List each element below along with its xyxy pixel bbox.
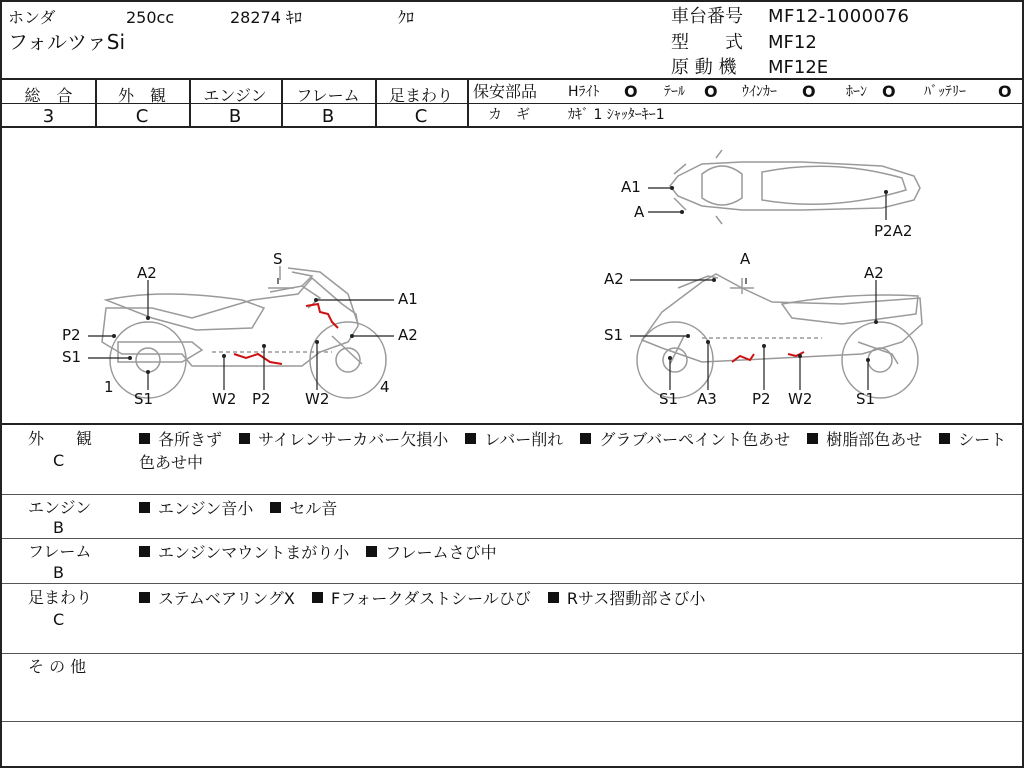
diagram-label: A3 [697,390,717,408]
remark-item: 樹脂部色あせ [807,430,922,449]
diagram-label: S1 [604,326,624,344]
winker-status: O [802,82,816,101]
suspension-grade: C [414,106,428,127]
diagram-label: P2 [752,390,771,408]
diagram-label: A1 [621,178,641,196]
remark-item: ステムベアリングX [139,589,295,608]
overall-label: 総 合 [24,86,73,105]
diagram-label: A [740,250,751,268]
leader-dots [112,186,888,374]
type-label: 型 式 [671,32,743,53]
frame-no-label: 車台番号 [671,6,743,27]
remarks-other-label: そ の 他 [28,657,87,676]
diagram-label: A2 [398,326,418,344]
frame-grade-label: フレーム [296,86,360,105]
battery-label: ﾊﾞｯﾃﾘｰ [924,84,966,100]
remark-item: エンジン音小 [139,499,253,518]
diagram-label: W2 [788,390,813,408]
engine-label: 原 動 機 [671,57,737,78]
damage-diagram [2,128,1022,425]
headlight-label: Hﾗｲﾄ [568,84,600,100]
engine-value: MF12E [768,57,829,78]
winker-label: ｳｲﾝｶｰ [742,84,777,100]
remark-item: 各所きず [139,430,222,449]
mileage: 28274 ｷﾛ [230,8,302,27]
remark-item: グラブバーペイント色あせ [580,430,790,449]
remark-item: シート色あせ中 [139,430,1007,472]
remarks-engine-items [139,497,1019,520]
remarks-suspension-grade: C [53,610,65,629]
remarks-suspension [2,584,1022,654]
exterior-label: 外 観 [117,86,166,105]
remark-item: Rサス摺動部さび小 [548,589,705,608]
diagram-label: P2 [252,390,271,408]
horn-status: O [882,82,896,101]
col-divider [467,80,469,126]
leader-lines [88,188,886,390]
header [2,2,1022,80]
horn-label: ﾎｰﾝ [846,84,867,100]
remarks-engine-label: エンジン [28,498,92,517]
engine-grade: B [228,106,242,127]
tail-label: ﾃｰﾙ [664,84,685,100]
remark-item: フレームさび中 [366,543,496,562]
remark-item: Fフォークダストシールひび [312,589,531,608]
remarks-exterior-label: 外 観 [28,429,93,448]
frame-grade: B [321,106,335,127]
diagram-label: 4 [380,378,390,396]
remarks-frame-items [139,541,1019,564]
diagram-label: A2 [604,270,624,288]
remark-item: レバー削れ [465,430,563,449]
remarks-engine-grade: B [53,518,64,537]
type-value: MF12 [768,32,817,53]
diagram-label: W2 [305,390,330,408]
diagram-label: P2A2 [874,222,913,240]
displacement: 250cc [126,8,175,27]
model-name: フォルツァSi [8,30,126,54]
remarks-exterior-items [139,428,1019,474]
battery-status: O [998,82,1012,101]
engine-grade-label: エンジン [203,86,267,105]
tail-status: O [704,82,718,101]
diagram-label: S1 [134,390,154,408]
diagram-label: W2 [212,390,237,408]
headlight-status: O [624,82,638,101]
key-label: カ ギ [488,107,530,123]
exterior-grade: C [135,106,149,127]
diagram-label: A1 [398,290,418,308]
remarks-exterior [2,425,1022,495]
remarks-engine [2,495,1022,539]
diagram-label: S1 [659,390,679,408]
key-value: ｶｷﾞ 1 ｼｬｯﾀｰｷｰ1 [568,107,665,123]
grade-row [2,80,1022,128]
color: ｸﾛ [398,8,415,27]
maker: ホンダ [8,8,56,27]
safety-label: 保安部品 [473,82,538,101]
remarks-suspension-items [139,587,1019,610]
remark-item: セル音 [270,499,337,518]
suspension-grade-label: 足まわり [388,86,453,105]
diagram-label: S1 [62,348,82,366]
top-view [670,150,920,224]
left-side-view [102,266,386,398]
remarks-frame-label: フレーム [28,542,92,561]
diagram-label: 1 [104,378,114,396]
remarks-exterior-grade: C [53,451,65,470]
diagram-label: A [634,203,645,221]
remarks-other [2,654,1022,722]
remarks-frame [2,539,1022,584]
diagram-label: A2 [137,264,157,282]
remark-item: サイレンサーカバー欠損小 [239,430,448,449]
diagram-label: S [273,250,283,268]
overall-grade: 3 [42,106,55,127]
remarks-frame-grade: B [53,563,64,582]
diagram-label: A2 [864,264,884,282]
frame-no: MF12-1000076 [768,6,910,27]
diagram-label: P2 [62,326,81,344]
remark-item: エンジンマウントまがり小 [139,543,349,562]
diagram-label: S1 [856,390,876,408]
remarks-suspension-label: 足まわり [28,588,93,607]
